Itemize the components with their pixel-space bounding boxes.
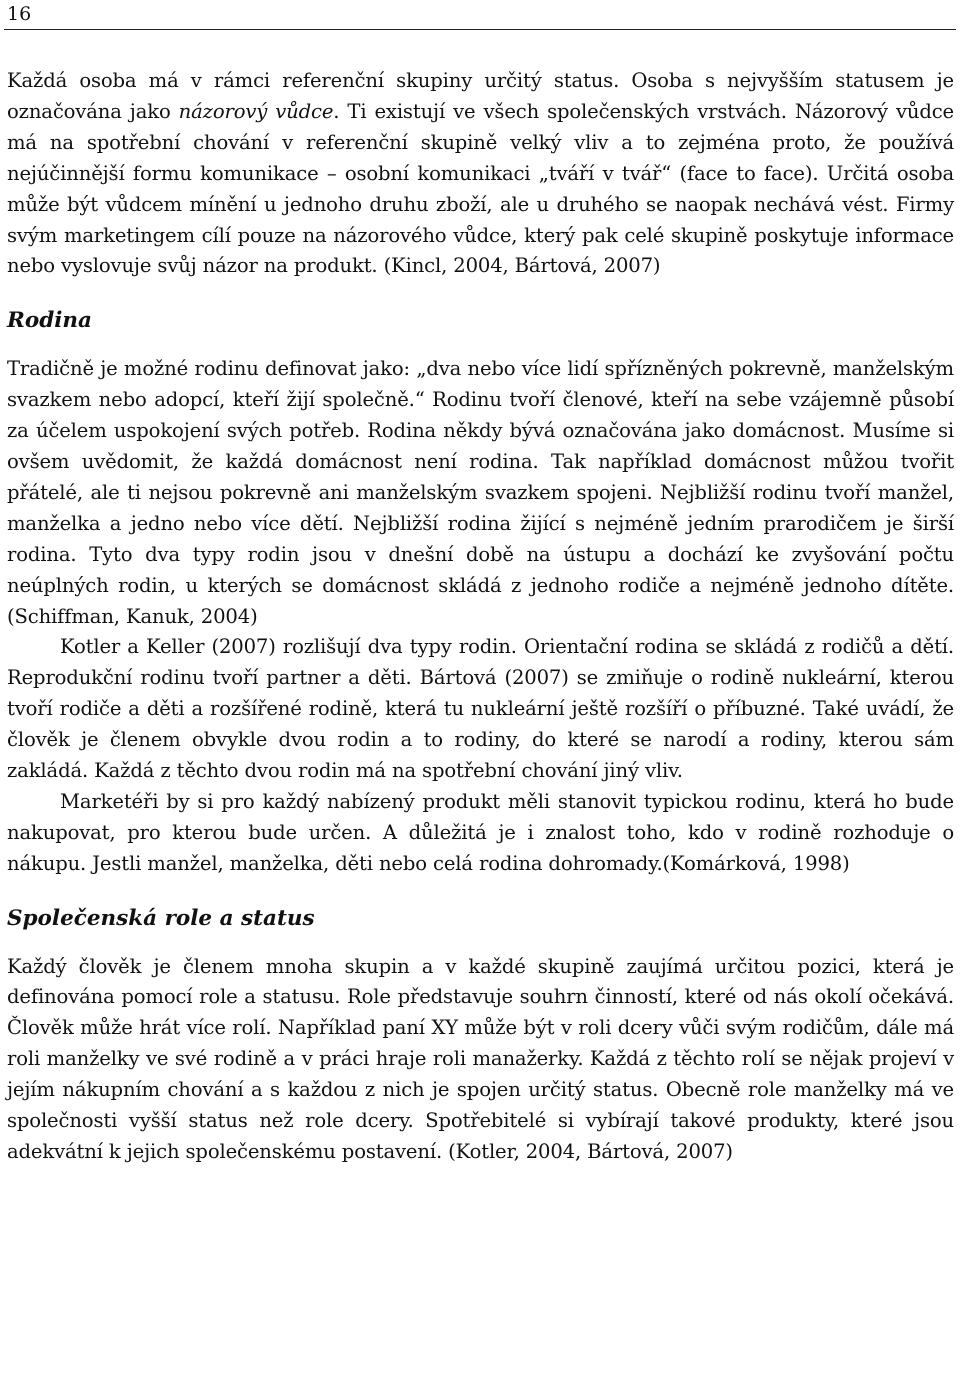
opinion-leader-term: názorový vůdce <box>178 99 334 123</box>
intro-text-start: Každá osoba má v rámci referenční skupiny určitý status. Osoba s nejvyšším statusem je označována jako <box>7 69 954 123</box>
section-heading-role: Společenská role a status <box>7 905 315 931</box>
rodina-paragraph-1: Tradičně je možné rodinu definovat jako: „dva nebo více lidí spřízněných pokrevně, manželským svazkem nebo adopcí, kteří žijí společně.“ Rodinu tvoří členové, kteří na sebe vzájemně působí za účelem uspokojení svých potřeb. Rodina někdy bývá označována jako domácnost. Musíme si ovšem uvědomit, že každá domácnost není rodina. Tak například domácnost můžou tvořit přátelé, ale ti nejsou pokrevně ani manželským svazkem spojeni. Nejbližší rodinu tvoří manžel, manželka a jedno nebo více dětí. Nejbližší rodina žijící s nejméně jedním prarodičem je širší rodina. Tyto dva typy rodin jsou v dnešní době na ústupu a dochází ke zvyšování počtu neúplných rodin, u kterých se domácnost skládá z jednoho rodiče a nejméně jednoho dítěte. (Schiffman, Kanuk, 2004) <box>7 357 954 628</box>
intro-paragraph <box>7 66 954 282</box>
header-rule <box>4 29 956 30</box>
rodina-paragraph-3: Marketéři by si pro každý nabízený produkt měli stanovit typickou rodinu, která ho bude nakupovat, pro kterou bude určen. A důležitá je i znalost toho, kdo v rodině rozhoduje o nákupu. Jestli manžel, manželka, děti nebo celá rodina dohromady.(Komárková, 1998) <box>7 789 954 875</box>
page-body <box>7 66 954 1168</box>
rodina-paragraph-2: Kotler a Keller (2007) rozlišují dva typy rodin. Orientační rodina se skládá z rodičů a dětí. Reprodukční rodinu tvoří partner a děti. Bártová (2007) se zmiňuje o rodině nukleární, kterou tvoří rodiče a děti a rozšířené rodině, která tu nukleární ještě rozšíří o příbuzné. Také uvádí, že člověk je členem obvykle dvou rodin a to rodiny, do které se narodí a rodiny, kterou sám zakládá. Každá z těchto dvou rodin má na spotřební chování jiný vliv. <box>7 635 954 783</box>
role-paragraph-1: Každý člověk je členem mnoha skupin a v každé skupině zaujímá určitou pozici, která je definována pomocí role a statusu. Role představuje souhrn činností, které od nás okolí očekává. Člověk může hrát více rolí. Například paní XY může být v roli dcery vůči svým rodičům, dále má roli manželky ve své rodině a v práci hraje roli manažerky. Každá z těchto rolí se nějak projeví v jejím nákupním chování a s každou z nich je spojen určitý status. Obecně role manželky má ve společnosti vyšší status než role dcery. Spotřebitelé si vybírají takové produkty, které jsou adekvátní k jejich společenskému postavení. (Kotler, 2004, Bártová, 2007) <box>7 954 954 1163</box>
section-heading-rodina: Rodina <box>7 308 92 334</box>
page-number: 16 <box>7 3 32 25</box>
intro-text-rest: . Ti existují ve všech společenských vrstvách. Názorový vůdce má na spotřební chování v referenční skupině velký vliv a to zejména proto, že používá nejúčinnější formu komunikace – osobní komunikaci „tváří v tvář“ (face to face). Určitá osoba může být vůdcem mínění u jednoho druhu zboží, ale u druhého se naopak nechává vést. Firmy svým marketingem cílí pouze na názorového vůdce, který pak celé skupině poskytuje informace nebo vyslovuje svůj názor na produkt. (Kincl, 2004, Bártová, 2007) <box>7 99 955 278</box>
